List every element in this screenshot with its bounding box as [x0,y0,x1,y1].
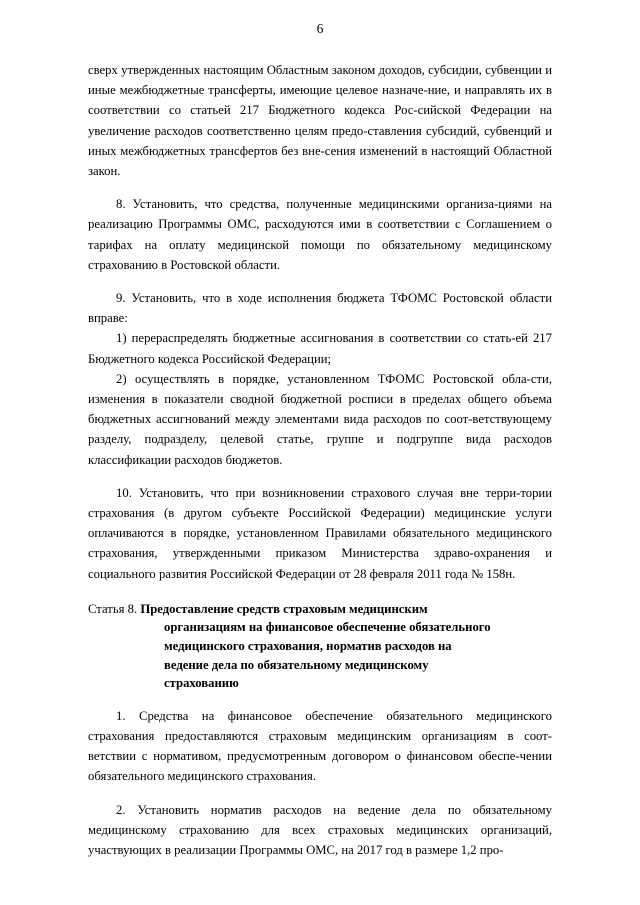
paragraph-item-9-2: 2) осуществлять в порядке, установленном ТФОМС Ростовской обла-сти, изменения в показатели сводной бюджетной росписи в пределах общего объема бюджетных ассигнований между элементами вида расходов по соот-ветствующему разделу, подразделу, целевой статье, группе и подгруппе вида расходов классификации расходов бюджетов. [88,371,552,467]
paragraph-item-10: 10. Установить, что при возникновении страхового случая вне терри-тории страхования (в другом субъекте Российской Федерации) медицинские услуги оплачиваются в порядке, установленном Правилами обязательного медицинского страхования, утвержденными приказом Министерства здраво-охранения и социального развития Российской Федерации от 28 февраля 2011 года № 158н. [88,485,552,581]
paragraph-item-9: 9. Установить, что в ходе исполнения бюджета ТФОМС Ростовской области вправе: [88,291,552,326]
page-number: 6 [316,21,324,36]
article-heading [88,600,552,693]
paragraph-article8-item-1: 1. Средства на финансовое обеспечение обязательного медицинского страхования предоставляются страховым медицинским организациям в соот-ветствии с нормативом, предусмотренным договором о финансовом обеспе-чении обязательного медицинского страхования. [88,708,552,784]
article-label: Статья 8. [88,601,138,616]
paragraph-item-8: 8. Установить, что средства, полученные медицинскими организа-циями на реализацию Программы ОМС, расходуются ими в соответствии с Соглашением о тарифах на оплату медицинской помощи по обязательному медицинскому страхованию в Ростовской области. [88,197,552,272]
paragraph-intro: сверх утвержденных настоящим Областным законом доходов, субсидии, субвенции и иные межбюджетные трансферты, имеющие целевое назначе-ние, и направлять их в соответствии со статьей 217 Бюджетного кодекса Рос-сийской Федерации на увеличение расходов соответственно целям предо-ставления субсидий, субвенций и иных межбюджетных трансфертов без вне-сения изменений в настоящий Областной закон. [88,63,552,179]
article-title-line-4: ведение дела по обязательному медицинскому [164,657,429,672]
article-title-line-5: страхованию [164,676,239,691]
paragraph-item-9-1: 1) перераспределять бюджетные ассигнования в соответствии со стать-ей 217 Бюджетного кодекса Российской Федерации; [88,331,552,366]
document-body [88,60,552,860]
article-title-line-1: Предоставление средств страховым медицинским [140,601,428,616]
paragraph-article8-item-2: 2. Установить норматив расходов на ведение дела по обязательному медицинскому страхованию для всех страховых медицинских организаций, участвующих в реализации Программы ОМС, на 2017 год в размере 1,2 про- [88,802,552,858]
article-title-line-2: организациям на финансовое обеспечение обязательного [164,620,491,635]
article-title-line-3: медицинского страхования, норматив расходов на [164,639,452,654]
